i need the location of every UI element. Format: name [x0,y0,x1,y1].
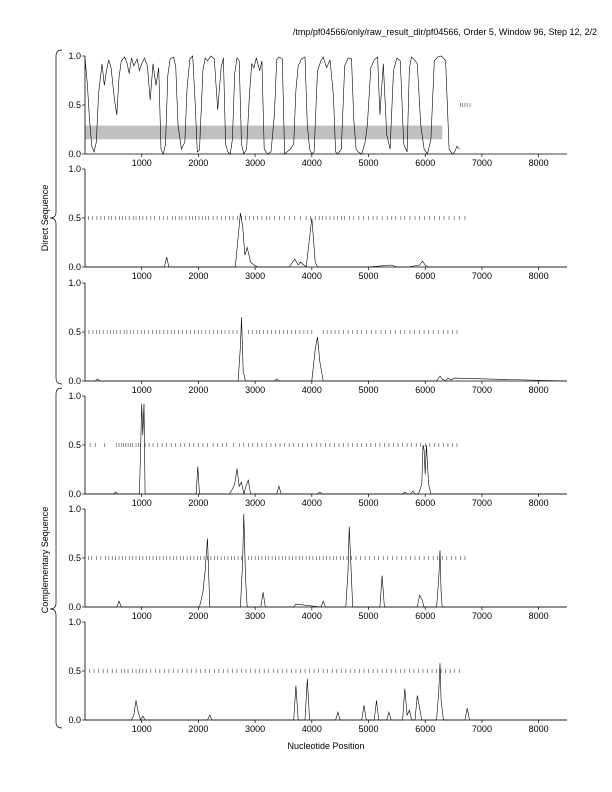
panel-5-x-tick-label-0: 1000 [131,611,152,621]
panel-4-x-tick-label-0: 1000 [131,498,152,508]
panel-5-y-tick-label-1: 0.5 [68,553,81,563]
panel-5-x-tick-label-6: 7000 [471,611,492,621]
panel-6-x-tick-label-6: 7000 [471,724,492,734]
panel-2 [68,164,567,281]
panel-6-x-tick-label-1: 2000 [188,724,209,734]
panel-1-y-tick-label-0: 0.0 [68,149,81,159]
panel-2-x-tick-label-6: 7000 [471,271,492,281]
panel-2-x-tick-label-4: 5000 [358,271,379,281]
panel-5-y-tick-label-2: 1.0 [68,504,81,514]
panel-2-x-tick-label-0: 1000 [131,271,152,281]
panel-3-x-tick-label-1: 2000 [188,385,209,395]
panel-3-x-tick-label-6: 7000 [471,385,492,395]
panel-4-y-tick-label-0: 0.0 [68,489,81,499]
panel-1-x-tick-label-5: 6000 [415,158,436,168]
panel-1-x-tick-label-4: 5000 [358,158,379,168]
panel-5-x-tick-label-2: 3000 [245,611,266,621]
panel-2-x-tick-label-2: 3000 [245,271,266,281]
panel-1-x-tick-label-3: 4000 [301,158,322,168]
panel-1-x-tick-label-7: 8000 [528,158,549,168]
direct-group-label: Direct Sequence [40,184,50,252]
panel-6-x-tick-label-2: 3000 [245,724,266,734]
panel-2-x-tick-label-5: 6000 [415,271,436,281]
panel-1-x-tick-label-2: 3000 [245,158,266,168]
panel-6-x-tick-label-4: 5000 [358,724,379,734]
panel-3-y-tick-label-1: 0.5 [68,327,81,337]
figure-title: /tmp/pf04566/only/raw_result_dir/pf04566, Order 5, Window 96, Step 12, 2/2 [292,27,597,37]
panel-4-x-tick-label-1: 2000 [188,498,209,508]
panel-1-x-tick-label-0: 1000 [131,158,152,168]
complementary-group-label: Complementary Sequence [40,506,50,614]
panel-5-x-tick-label-1: 2000 [188,611,209,621]
panel-3 [68,278,567,395]
panel-6-y-tick-label-2: 1.0 [68,617,81,627]
panel-1-x-tick-label-1: 2000 [188,158,209,168]
panel-6-x-tick-label-3: 4000 [301,724,322,734]
panel-2-series-line [85,213,567,267]
panel-4-x-tick-label-3: 4000 [301,498,322,508]
panel-5-y-tick-label-0: 0.0 [68,602,81,612]
panel-5-x-tick-label-7: 8000 [528,611,549,621]
panel-5-x-tick-label-5: 6000 [415,611,436,621]
panel-4 [68,391,567,508]
panel-4-y-tick-label-2: 1.0 [68,391,81,401]
panel-4-series-line [85,404,567,494]
panel-6-series-line [85,663,567,720]
panel-1-y-tick-label-2: 1.0 [68,51,81,61]
panel-3-x-tick-label-7: 8000 [528,385,549,395]
panel-3-x-tick-label-2: 3000 [245,385,266,395]
panel-2-y-tick-label-1: 0.5 [68,213,81,223]
panel-2-x-tick-label-1: 2000 [188,271,209,281]
panel-6-x-tick-label-5: 6000 [415,724,436,734]
panel-4-x-tick-label-5: 6000 [415,498,436,508]
panel-6-y-tick-label-1: 0.5 [68,666,81,676]
panel-2-x-tick-label-7: 8000 [528,271,549,281]
panel-4-x-tick-label-4: 5000 [358,498,379,508]
panel-3-series-line [85,317,567,381]
panel-6-x-tick-label-0: 1000 [131,724,152,734]
panel-3-x-tick-label-4: 5000 [358,385,379,395]
panel-2-y-tick-label-0: 0.0 [68,262,81,272]
complementary-group-brace [50,388,62,728]
panels-group [68,51,567,734]
panel-4-x-tick-label-6: 7000 [471,498,492,508]
panel-2-y-tick-label-2: 1.0 [68,164,81,174]
panel-3-x-tick-label-0: 1000 [131,385,152,395]
panel-5-x-tick-label-4: 5000 [358,611,379,621]
panel-4-x-tick-label-2: 3000 [245,498,266,508]
panel-6-x-tick-label-7: 8000 [528,724,549,734]
panel-3-x-tick-label-3: 4000 [301,385,322,395]
panel-4-y-tick-label-1: 0.5 [68,440,81,450]
panel-1 [68,51,567,168]
direct-group-brace [50,50,62,384]
panel-2-x-tick-label-3: 4000 [301,271,322,281]
panel-1-x-tick-label-6: 7000 [471,158,492,168]
panel-3-y-tick-label-2: 1.0 [68,278,81,288]
panel-5-series-line [85,514,567,607]
panel-6 [68,617,567,734]
x-axis-title: Nucleotide Position [287,741,365,751]
panel-3-x-tick-label-5: 6000 [415,385,436,395]
panel-1-y-tick-label-1: 0.5 [68,100,81,110]
panel-4-x-tick-label-7: 8000 [528,498,549,508]
panel-3-y-tick-label-0: 0.0 [68,376,81,386]
panel-5 [68,504,567,621]
panel-6-y-tick-label-0: 0.0 [68,715,81,725]
panel-5-x-tick-label-3: 4000 [301,611,322,621]
